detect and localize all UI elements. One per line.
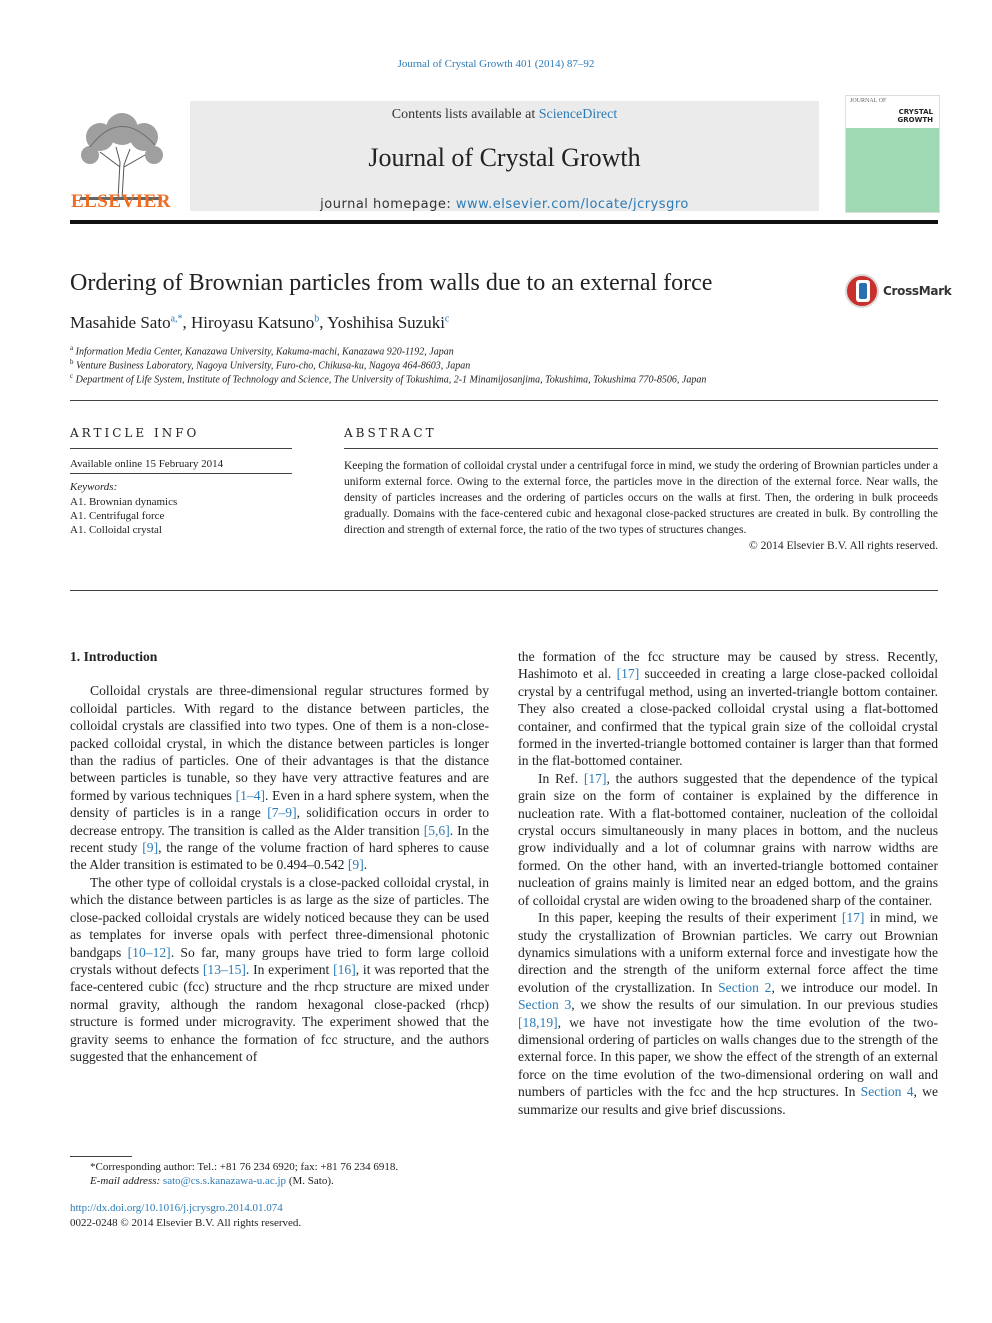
reference-link[interactable]: [16] <box>333 961 356 977</box>
contents-line <box>190 107 819 123</box>
author-name[interactable]: Hiroyasu Katsuno <box>191 313 315 332</box>
abstract-body <box>344 458 938 554</box>
author-affil-sup[interactable]: c <box>444 313 450 325</box>
affiliation-sup: b <box>70 358 74 366</box>
abstract-heading: ABSTRACT <box>344 426 437 440</box>
elsevier-wordmark: ELSEVIER <box>70 191 172 212</box>
reference-link[interactable]: [17] <box>583 770 607 786</box>
divider <box>344 448 938 449</box>
footnote-rule <box>70 1156 132 1157</box>
journal-title: Journal of Crystal Growth <box>368 143 641 172</box>
email-link[interactable]: sato@cs.s.kanazawa-u.ac.jp <box>162 1175 287 1187</box>
journal-homepage <box>190 197 819 212</box>
available-online: Available online 15 February 2014 <box>70 458 224 470</box>
sciencedirect-link[interactable]: ScienceDirect <box>538 107 618 122</box>
reference-link[interactable]: [1–4] <box>235 787 266 803</box>
abstract-text: Keeping the formation of colloidal crystal under a centrifugal force in mind, we study the ordering of Brownian particles under a uniform external force. Owing to the external force, the particles move in the direction of the external force. Near walls, the density of particles increases and the ordering of particles occurs on the walls at first. Then, the ordering in bulk proceeds gradually. Domains with the face-centered cubic and hexagonal close-packed structures are created in bulk. By controlling the direction and strength of external force, the ratio of the two types of structures changes. <box>344 460 938 536</box>
affiliation-text: Department of Life System, Institute of Technology and Science, The University of Tokushima, 2-1 Minamijosanjima, Tokushima, Tokushima 770-8506, Japan <box>75 374 707 386</box>
doi-link-text[interactable]: http://dx.doi.org/10.1016/j.jcrysgro.2014.01.074 <box>70 1202 283 1214</box>
journal-cover-thumbnail <box>845 95 940 213</box>
author-list <box>70 313 449 333</box>
affiliation-text: Venture Business Laboratory, Nagoya University, Furo-cho, Chikusa-ku, Nagoya 464-8603, Japan <box>76 360 471 372</box>
crossmark-badge[interactable] <box>845 274 952 310</box>
corresponding-author-note: *Corresponding author: Tel.: +81 76 234 6920; fax: +81 76 234 6918. <box>90 1161 399 1173</box>
keyword: A1. Colloidal crystal <box>70 524 162 536</box>
cover-prefix: JOURNAL OF <box>850 98 887 104</box>
affiliation <box>70 358 938 371</box>
reference-link[interactable]: [7–9] <box>267 805 297 821</box>
section-link[interactable]: Section 3 <box>518 997 572 1013</box>
email-label: E-mail address: <box>90 1175 163 1187</box>
journal-citation[interactable]: Journal of Crystal Growth 401 (2014) 87–92 <box>397 58 595 70</box>
paragraph: Colloidal crystals are three-dimensional regular structures formed by colloidal particles. With regard to the distance between particles, the colloidal crystals are classified into two types. One of them is a non-close-packed colloidal crystal, in which the distance between particles is longer than the radius of particles. One of their advantages is that the distance between particles is tunable, so they have very attractive features and are formed by various techniques [1–4]. Even in a hard sphere system, when the density of particles is in a range [7–9], solidification occurs in order to decrease entropy. The transition is called as the Alder transition [5,6]. In the recent study [9], the range of the volume fraction of hard spheres to cause the Alder transition is estimated to be 0.494–0.542 [9]. <box>70 683 490 873</box>
left-column <box>70 648 489 1065</box>
author-sep: , <box>319 313 328 332</box>
section-link[interactable]: Section 2 <box>718 979 772 995</box>
keyword: A1. Centrifugal force <box>70 510 165 522</box>
reference-link[interactable]: [13–15] <box>202 961 246 977</box>
divider <box>70 473 292 474</box>
right-column <box>518 648 938 1118</box>
contents-prefix: Contents lists available at <box>391 107 539 122</box>
cover-green-band <box>846 128 939 212</box>
masthead <box>70 95 938 217</box>
header-rule <box>70 220 938 224</box>
reference-link[interactable]: [17] <box>841 910 865 926</box>
divider <box>70 448 292 449</box>
section-link[interactable]: Section 4 <box>860 1084 914 1100</box>
article-info-heading: ARTICLE INFO <box>70 426 200 440</box>
author-affil-sup[interactable]: a,* <box>170 313 183 325</box>
doi-link[interactable] <box>70 1202 283 1214</box>
cover-title-line1: CRYSTAL <box>898 108 933 116</box>
email-suffix: (M. Sato). <box>286 1175 334 1187</box>
homepage-link[interactable]: www.elsevier.com/locate/jcrysgro <box>455 197 689 212</box>
cover-title-line2: GROWTH <box>897 116 933 124</box>
keywords-label: Keywords: <box>70 481 118 493</box>
reference-link[interactable]: [18,19] <box>518 1014 558 1030</box>
email-note <box>70 1175 334 1187</box>
article-title: Ordering of Brownian particles from walls due to an external force <box>70 270 713 296</box>
paragraph: In Ref. [17], the authors suggested that the dependence of the typical grain size on the form of container is explained by the difference in nucleation rate. With a flat-bottomed container, nucleation of the colloidal crystal occurs simultaneously in many places in bottom, and the nucleus grow individually and a lot of columnar grains with narrow widths are formed. On the other hand, with an inverted-triangle bottomed container nucleation of grains mainly is limited near an edged bottom, and the grains of colloidal crystal are widen owing to the broadened sharp of the container. <box>518 770 938 908</box>
reference-link[interactable]: [17] <box>616 666 640 682</box>
abstract-copyright: © 2014 Elsevier B.V. All rights reserved. <box>749 540 938 552</box>
affiliation-sup: c <box>70 372 74 380</box>
issn-line: 0022-0248 © 2014 Elsevier B.V. All rights reserved. <box>70 1217 302 1229</box>
keyword: A1. Brownian dynamics <box>70 496 178 508</box>
journal-header-box <box>190 101 819 211</box>
affiliation-sup: a <box>70 344 74 352</box>
paragraph: the formation of the fcc structure may be caused by stress. Recently, Hashimoto et al. [17] succeeded in creating a large close-packed colloidal crystal by a centrifugal method, using an inverted-triangle bottom container. They also created a close-packed colloidal crystal using a flat-bottomed container, and confirmed that the typical grain size of the colloidal crystal formed in the inverted-triangle bottomed container is larger than that formed in the flat-bottomed container. <box>518 649 938 769</box>
homepage-label: journal homepage: <box>320 197 456 212</box>
reference-link[interactable]: [9] <box>347 857 364 873</box>
affiliation <box>70 344 938 357</box>
crossmark-icon <box>845 274 879 308</box>
author-affil-sup[interactable]: b <box>314 313 320 325</box>
reference-link[interactable]: [10–12] <box>127 944 171 960</box>
author-sep: , <box>182 313 192 332</box>
divider <box>70 400 938 401</box>
section-heading: 1. Introduction <box>70 649 158 664</box>
crossmark-label: CrossMark <box>883 284 952 298</box>
paragraph: The other type of colloidal crystals is a close-packed colloidal crystal, in which the distance between particles is as large as the size of particles. The close-packed colloidal crystals are widely noticed because they can be used as templates for inverse opals with perfect three-dimensional photonic bandgaps [10–12]. So far, many groups have tried to form large colloid crystals without defects [13–15]. In experiment [16], it was reported that the face-centered cubic (fcc) structure and the rhcp structure are mixed under normal gravity, although the random hexagonal close-packed (rhcp) structure is formed under microgravity. The experiment showed that the gravity seems to enhance the formation of fcc structure, and the authors suggested that the enhancement of <box>70 874 489 1064</box>
paragraph: In this paper, keeping the results of their experiment [17] in mind, we study the crystallization of Brownian particles. We carry out Brownian dynamics simulations with a uniform external force and investigate how the direction and the strength of the uniform external force affect the time evolution of the crystallization. In Section 2, we introduce our model. In Section 3, we show the results of our simulation. In our previous studies [18,19], we have not investigate how the time evolution of the two-dimensional ordering of particles on walls changes due to the strength of the external force. In this paper, we show the effect of the strength of an external force on the time evolution of the two-dimensional ordering on wall and numbers of particles with the fcc and the hcp structures. In Section 4, we summarize our results and give brief discussions. <box>518 910 938 1117</box>
divider <box>70 590 938 591</box>
author-name[interactable]: Yoshihisa Suzuki <box>327 313 445 332</box>
affiliation-text: Information Media Center, Kanazawa University, Kakuma-machi, Kanazawa 920-1192, Japan <box>75 346 454 358</box>
affiliation <box>70 372 938 385</box>
reference-link[interactable]: [5,6] <box>423 822 450 838</box>
author-name[interactable]: Masahide Sato <box>70 313 171 332</box>
reference-link[interactable]: [9] <box>142 840 159 856</box>
